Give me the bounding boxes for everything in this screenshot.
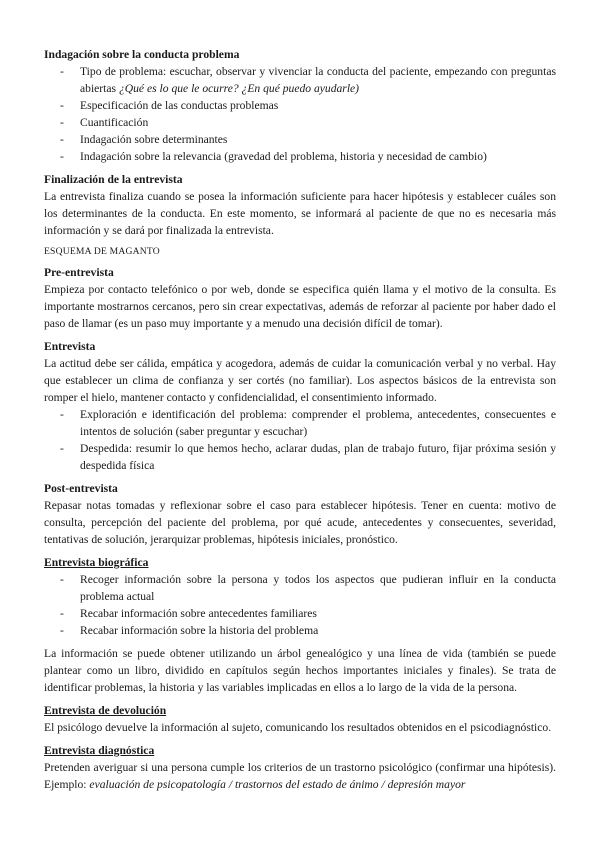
example-text: evaluación de psicopatología / trastornos del estado de ánimo / depresión mayor (89, 778, 466, 791)
section-title-finalizacion: Finalización de la entrevista (44, 173, 183, 186)
list-item: - Especificación de las conductas problemas (44, 97, 556, 114)
list-item: - Recabar información sobre antecedentes familiares (44, 605, 556, 622)
section-title-devolucion: Entrevista de devolución (44, 704, 167, 717)
list-item: - Recabar información sobre la historia del problema (44, 622, 556, 639)
list-item: - Indagación sobre determinantes (44, 131, 556, 148)
list-item: - Indagación sobre la relevancia (gravedad del problema, historia y necesidad de cambio) (44, 148, 556, 165)
paragraph-post-entrevista: Repasar notas tomadas y reflexionar sobre el caso para establecer hipótesis. Tener en cuenta: motivo de consulta, percepción del paciente del problema, por qué acude, antecedentes y consecuentes, severidad, tentativas de solución, jerarquizar problemas, hipótesis iniciales, pronóstico. (44, 499, 556, 546)
section-title-pre-entrevista: Pre-entrevista (44, 266, 114, 279)
list-item: - Cuantificación (44, 114, 556, 131)
section-title-diagnostica: Entrevista diagnóstica (44, 744, 155, 757)
section-title-biografica: Entrevista biográfica (44, 556, 149, 569)
paragraph-devolucion: El psicólogo devuelve la información al sujeto, comunicando los resultados obtenidos en el psicodiagnóstico. (44, 721, 552, 734)
section-title-indagacion: Indagación sobre la conducta problema (44, 48, 240, 61)
list-item: - Tipo de problema: escuchar, observar y vivenciar la conducta del paciente, empezando con preguntas abiertas ¿Qué es lo que le ocurre? ¿En qué puedo ayudarle) (44, 63, 556, 97)
list-entrevista (44, 406, 556, 474)
paragraph-entrevista: La actitud debe ser cálida, empática y acogedora, además de cuidar la comunicación verbal y no verbal. Hay que establecer un clima de confianza y ser cortés (no familiar). Los aspectos básicos de la entrevista son romper el hielo, mantener contacto y confidencialidad, el consentimiento informado. (44, 357, 556, 404)
paragraph-pre-entrevista: Empieza por contacto telefónico o por web, donde se especifica quién llama y el motivo de la consulta. Es importante mostrarnos cercanos, pero sin crear expectativas, además de reforzar al paciente por haber dado el paso de llamar (es un paso muy importante y a menudo una decisión difícil de tomar). (44, 283, 556, 330)
section-title-entrevista: Entrevista (44, 340, 96, 353)
list-item: - Recoger información sobre la persona y todos los aspectos que pudieran influir en la conducta problema actual (44, 571, 556, 605)
paragraph-biografica: La información se puede obtener utilizando un árbol genealógico y una línea de vida (también se puede plantear como un libro, dividido en capítulos según hechos importantes iniciales y finales). Se trata de identificar problemas, la historia y las variables implicadas en ellos a lo largo de la vida de la persona. (44, 647, 556, 694)
list-indagacion (44, 63, 556, 165)
scheme-label: ESQUEMA DE MAGANTO (44, 246, 160, 257)
document-page (44, 46, 556, 799)
list-item: - Exploración e identificación del problema: comprender el problema, antecedentes, consecuentes e intentos de solución (saber preguntar y escuchar) (44, 406, 556, 440)
paragraph-diagnostica: Pretenden averiguar si una persona cumple los criterios de un trastorno psicológico (confirmar una hipótesis). Ejemplo: evaluación de psicopatología / trastornos del estado de ánimo / depresión mayor (44, 761, 556, 791)
list-biografica (44, 571, 556, 639)
paragraph-finalizacion: La entrevista finaliza cuando se posea la información suficiente para hacer hipótesis y establecer cuáles son los determinantes de la conducta. En este momento, se informará al paciente de que no es necesaria más información y se dará por finalizada la entrevista. (44, 190, 556, 237)
section-title-post-entrevista: Post-entrevista (44, 482, 118, 495)
list-item: - Despedida: resumir lo que hemos hecho, aclarar dudas, plan de trabajo futuro, fijar próxima sesión y despedida física (44, 440, 556, 474)
